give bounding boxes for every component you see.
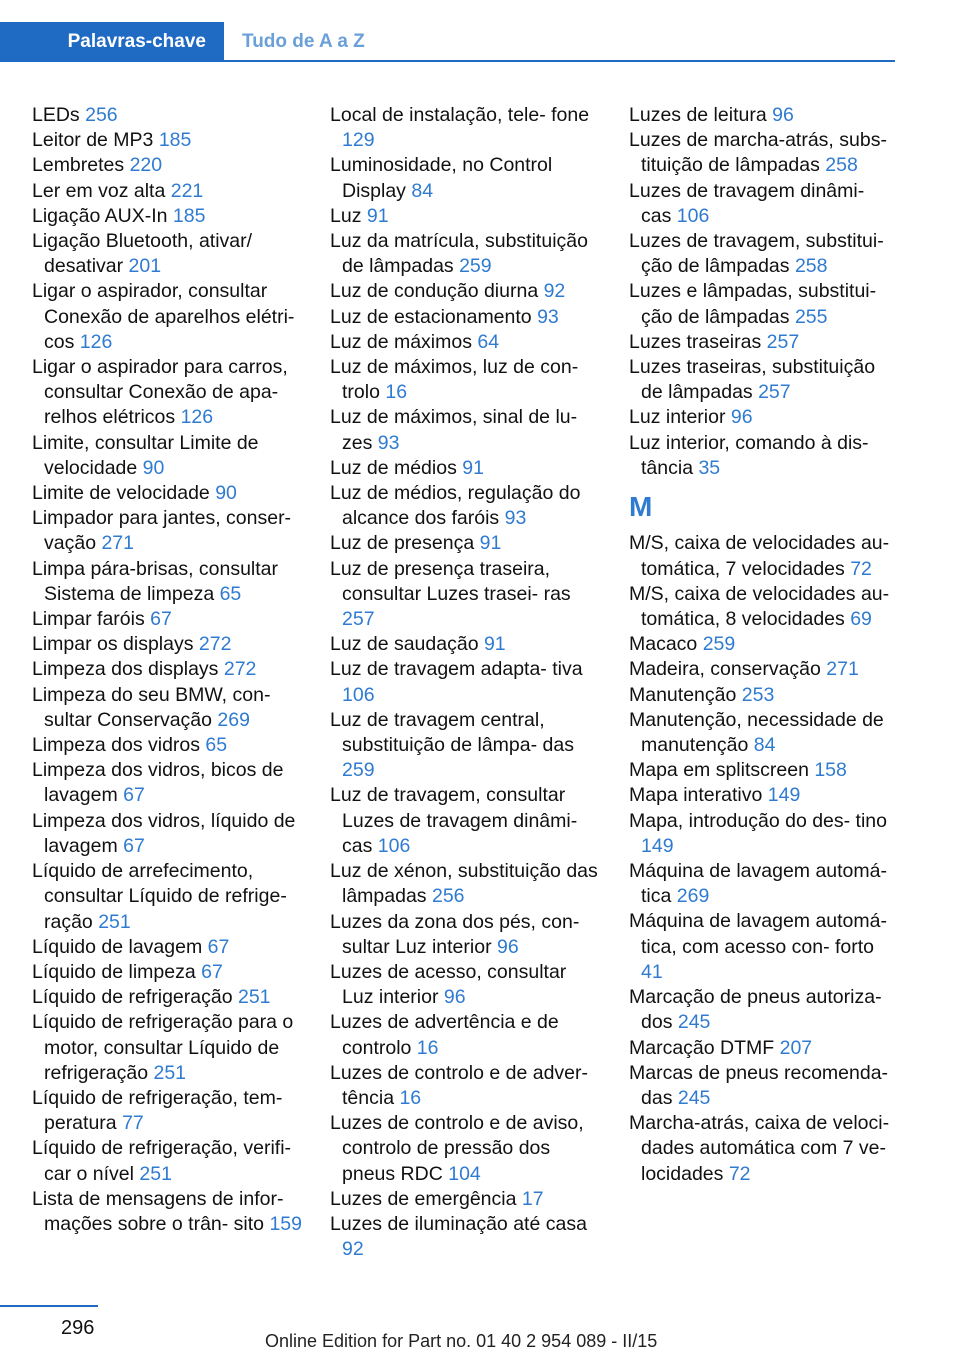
index-page-link[interactable]: 185 <box>158 129 192 152</box>
index-entry-text: Limpeza dos vidros <box>32 734 206 757</box>
index-entry <box>629 683 899 708</box>
index-entry <box>330 783 600 859</box>
index-page-link[interactable]: 207 <box>779 1036 813 1059</box>
index-entry <box>32 985 302 1010</box>
index-page-link[interactable]: 106 <box>342 683 375 706</box>
index-entry <box>330 330 600 355</box>
index-entry <box>32 809 302 859</box>
index-page-link[interactable]: 92 <box>543 280 566 303</box>
index-entry <box>330 557 600 633</box>
index-entry <box>32 179 302 204</box>
index-page-link[interactable]: 272 <box>198 633 232 656</box>
index-page-link[interactable]: 255 <box>794 305 828 328</box>
index-entry <box>32 960 302 985</box>
header-tabbar <box>0 22 895 62</box>
index-page-link[interactable]: 93 <box>504 507 527 530</box>
index-entry-text: Manutenção, necessidade de manutenção <box>629 708 884 757</box>
index-entry <box>32 683 302 733</box>
index-page-link[interactable]: 256 <box>431 885 465 908</box>
index-entry-text: Luzes de emergência <box>330 1187 522 1210</box>
index-page-link[interactable]: 67 <box>150 608 172 631</box>
index-page-link[interactable]: 16 <box>399 1086 422 1109</box>
index-page-link[interactable]: 259 <box>342 759 375 782</box>
index-page-link[interactable]: 159 <box>269 1212 302 1235</box>
index-entry-text: Marcação de pneus autoriza- dos <box>629 986 882 1034</box>
index-entry-text: Ligar o aspirador, consultar Conexão de aparelhos elétri- cos <box>32 280 295 353</box>
index-entry <box>629 909 899 985</box>
index-entry <box>629 405 899 430</box>
index-entry <box>629 708 899 758</box>
index-entry-text: Lista de mensagens de infor- mações sobre o trân- sito <box>32 1187 284 1235</box>
index-page-link[interactable]: 67 <box>123 834 145 857</box>
edition-footer: Online Edition for Part no. 01 40 2 954 089 - II/15 <box>265 1331 658 1351</box>
index-entry <box>32 758 302 808</box>
index-entry <box>330 405 600 455</box>
index-page-link[interactable]: 93 <box>377 431 400 454</box>
index-page-link[interactable]: 220 <box>129 154 163 177</box>
index-entry <box>330 1061 600 1111</box>
index-entry <box>629 809 899 859</box>
index-page-link[interactable]: 251 <box>153 1061 187 1084</box>
index-entry <box>629 355 899 405</box>
index-entry-text: Marcação DTMF <box>629 1036 780 1059</box>
index-entry <box>330 960 600 1010</box>
page-number-rule <box>0 1305 98 1307</box>
index-entry <box>330 103 600 153</box>
index-entry <box>330 153 600 203</box>
index-page-link[interactable]: 251 <box>237 986 271 1009</box>
index-entry <box>32 355 302 431</box>
index-page-link[interactable]: 129 <box>342 129 375 152</box>
index-entry <box>32 1086 302 1136</box>
index-page-link[interactable]: 272 <box>223 658 257 681</box>
index-entry-text: Luzes e lâmpadas, substitui- ção de lâmpadas <box>629 280 877 328</box>
tab-tudo-de-a-a-z[interactable]: Tudo de A a Z <box>242 31 365 52</box>
index-page-link[interactable]: 72 <box>850 557 872 580</box>
index-entry-text: Limpeza dos vidros, líquido de lavagem <box>32 809 296 857</box>
index-entry <box>330 1111 600 1187</box>
index-page-link[interactable]: 96 <box>772 104 794 126</box>
index-entry-text: Luzes traseiras <box>629 330 767 353</box>
index-entry-text: Madeira, conservação <box>629 658 827 681</box>
index-entry-text: Mapa interativo <box>629 784 768 807</box>
index-entry <box>330 657 600 707</box>
index-entry-text: Limite, consultar Limite de velocidade <box>32 431 259 479</box>
index-page-link[interactable]: 126 <box>180 406 214 429</box>
index-entry-text: Luz interior <box>629 406 731 429</box>
index-entry <box>629 431 899 481</box>
index-entry-text: Luzes de travagem, substitui- ção de lâmpadas <box>629 230 884 278</box>
index-entry-text: Luzes de leitura <box>629 104 773 126</box>
index-entry-text: Limpar faróis <box>32 608 151 631</box>
index-entry <box>32 859 302 935</box>
index-entry <box>629 330 899 355</box>
tab-underline <box>224 60 895 62</box>
index-page-link[interactable]: 258 <box>794 255 828 278</box>
index-page-link[interactable]: 258 <box>825 154 858 177</box>
index-entry-text: Manutenção <box>629 683 742 706</box>
index-entry-text: Líquido de limpeza <box>32 960 202 983</box>
index-entry <box>629 783 899 808</box>
index-entry-text: Limpa pára-brisas, consultar Sistema de limpeza <box>32 557 279 605</box>
index-page-link[interactable]: 96 <box>730 406 753 429</box>
index-entry-text: Limpar os displays <box>32 633 199 656</box>
index-entry-text: Luz <box>330 204 367 227</box>
index-entry <box>330 355 600 405</box>
index-entry-text: Luminosidade, no Control Display <box>330 154 553 202</box>
index-page-link[interactable]: 269 <box>217 708 250 731</box>
index-entry <box>629 582 899 632</box>
index-entry <box>330 481 600 531</box>
index-page-link[interactable]: 271 <box>101 532 134 555</box>
index-entry-text: LEDs <box>32 104 86 126</box>
index-column-2 <box>330 103 600 1262</box>
index-entry-text: Local de instalação, tele- fone <box>330 104 590 126</box>
index-page-link[interactable]: 271 <box>826 658 859 681</box>
index-page-link[interactable]: 245 <box>677 1011 711 1034</box>
index-entry-text: Luz de travagem central, substituição de lâmpa- das <box>330 708 574 757</box>
index-page-link[interactable]: 67 <box>123 784 145 807</box>
index-entry-text: Mapa, introdução do des- tino <box>629 809 887 832</box>
index-entry-text: Luz de médios, regulação do alcance dos faróis <box>330 482 581 530</box>
index-entry-text: Luzes de marcha-atrás, subs- tituição de lâmpadas <box>629 129 887 177</box>
index-entry <box>629 1111 899 1187</box>
index-entry-text: Ler em voz alta <box>32 179 171 202</box>
index-entry <box>629 758 899 783</box>
index-page-link[interactable]: 77 <box>122 1112 144 1135</box>
index-entry-text: Luzes de advertência e de controlo <box>330 1011 559 1059</box>
index-page-link[interactable]: 67 <box>207 935 230 958</box>
index-entry-text: Luz de condução diurna <box>330 280 544 303</box>
index-entry <box>330 229 600 279</box>
index-page-link[interactable]: 84 <box>411 179 434 202</box>
index-entry-text: Luzes traseiras, substituição de lâmpadas <box>629 356 876 404</box>
index-page-link[interactable]: 96 <box>496 935 519 958</box>
index-entry-text: Luz de presença traseira, consultar Luzes trasei- ras <box>330 557 571 605</box>
index-entry <box>330 305 600 330</box>
index-entry <box>32 103 302 128</box>
index-entry <box>330 859 600 909</box>
index-entry-text: Luzes da zona dos pés, con- sultar Luz interior <box>330 910 580 958</box>
index-entry-text: Líquido de arrefecimento, consultar Líquido de refrige- ração <box>32 860 287 933</box>
index-page-link[interactable]: 221 <box>170 179 204 202</box>
index-entry <box>32 204 302 229</box>
index-page-link[interactable]: 257 <box>342 608 375 631</box>
index-page-link[interactable]: 149 <box>767 784 801 807</box>
index-entry-text: Marcha-atrás, caixa de veloci- dades automática com 7 ve- locidades <box>629 1112 890 1185</box>
index-entry <box>330 1010 600 1060</box>
index-page-link[interactable]: 65 <box>205 734 228 757</box>
index-entry <box>330 910 600 960</box>
index-entry-text: Luz de estacionamento <box>330 305 538 328</box>
index-column-3 <box>629 103 899 1187</box>
index-page-link[interactable]: 16 <box>385 381 408 404</box>
index-page-link[interactable]: 69 <box>850 608 872 631</box>
index-entry-text: Luz de máximos, luz de con- trolo <box>330 356 579 404</box>
index-entry <box>330 279 600 304</box>
index-entry <box>629 179 899 229</box>
index-entry <box>32 1187 302 1237</box>
section-letter: M <box>629 490 653 522</box>
index-entry-text: Ligação AUX-In <box>32 204 173 227</box>
index-entry-text: Luzes de acesso, consultar Luz interior <box>330 960 567 1009</box>
index-entry-text: M/S, caixa de velocidades au- tomática, 7 velocidades <box>629 532 890 580</box>
index-entry-text: Limpeza dos displays <box>32 658 224 681</box>
index-entry-text: Líquido de lavagem <box>32 935 208 958</box>
index-page-link[interactable]: 259 <box>459 255 492 278</box>
index-page-link[interactable]: 91 <box>479 532 502 555</box>
index-page-link[interactable]: 245 <box>677 1086 711 1109</box>
index-entry-text: Leitor de MP3 <box>32 129 159 152</box>
index-page-link[interactable]: 17 <box>521 1187 544 1210</box>
index-entry-text: Luz de travagem adapta- tiva <box>330 658 583 681</box>
index-entry-text: Luz de máximos <box>330 330 478 353</box>
index-page-link[interactable]: 91 <box>483 633 506 656</box>
index-page-link[interactable]: 251 <box>139 1162 172 1185</box>
index-entry <box>32 1136 302 1186</box>
index-entry-text: Ligação Bluetooth, ativar/ desativar <box>32 230 253 278</box>
index-entry <box>32 657 302 682</box>
index-entry <box>32 557 302 607</box>
index-page-link[interactable]: 91 <box>366 204 389 227</box>
index-entry-text: Líquido de refrigeração, tem- peratura <box>32 1086 283 1135</box>
index-page-link[interactable]: 92 <box>342 1238 364 1261</box>
index-entry-text: Limpeza dos vidros, bicos de lavagem <box>32 759 284 807</box>
index-entry-text: Luzes de travagem dinâmi- cas <box>629 179 865 227</box>
index-page-link[interactable]: 90 <box>142 456 165 479</box>
index-entry-text: M/S, caixa de velocidades au- tomática, 8 velocidades <box>629 582 890 631</box>
index-entry-text: Limpador para jantes, conser- vação <box>32 507 292 555</box>
index-page-link[interactable]: 91 <box>462 456 484 479</box>
index-entry-text: Líquido de refrigeração <box>32 986 238 1009</box>
index-entry <box>629 1036 899 1061</box>
index-entry <box>32 229 302 279</box>
index-page-link[interactable]: 106 <box>377 834 411 857</box>
index-entry-text: Luz interior, comando à dis- tância <box>629 431 869 479</box>
index-page-link[interactable]: 149 <box>641 834 674 857</box>
index-entry-text: Líquido de refrigeração para o motor, consultar Líquido de refrigeração <box>32 1011 294 1084</box>
index-page-link[interactable]: 67 <box>201 960 223 983</box>
index-entry-text: Luz de máximos, sinal de lu- zes <box>330 406 578 454</box>
index-page-link[interactable]: 104 <box>448 1162 481 1185</box>
index-page-link[interactable]: 41 <box>641 960 663 983</box>
index-entry <box>330 632 600 657</box>
index-entry <box>629 531 899 581</box>
index-entry <box>629 279 899 329</box>
index-page-link[interactable]: 256 <box>85 104 118 126</box>
index-page-link[interactable]: 35 <box>698 456 721 479</box>
index-entry <box>32 1010 302 1086</box>
index-entry-text: Luz de xénon, substituição das lâmpadas <box>330 860 598 908</box>
index-entry <box>629 859 899 909</box>
index-entry <box>330 1187 600 1212</box>
index-entry <box>629 632 899 657</box>
index-entry <box>629 103 899 128</box>
index-entry-text: Luz de médios <box>330 456 463 479</box>
index-entry <box>32 607 302 632</box>
index-entry-text: Lembretes <box>32 154 130 177</box>
page-number: 296 <box>61 1317 95 1339</box>
index-entry <box>32 733 302 758</box>
index-entry-text: Marcas de pneus recomenda- das <box>629 1061 889 1109</box>
index-entry-text: Luz da matrícula, substituição de lâmpadas <box>330 230 588 278</box>
index-page-link[interactable]: 93 <box>537 305 559 328</box>
index-entry <box>629 128 899 178</box>
index-entry <box>32 506 302 556</box>
index-page-link[interactable]: 84 <box>753 734 776 757</box>
index-entry-text: Luzes de controlo e de adver- tência <box>330 1061 588 1109</box>
index-entry <box>32 935 302 960</box>
index-page-link[interactable]: 126 <box>79 330 113 353</box>
index-entry <box>32 632 302 657</box>
index-column-1 <box>32 103 302 1237</box>
index-entry-text: Ligar o aspirador para carros, consultar Conexão de apa- relhos elétricos <box>32 356 288 429</box>
index-entry <box>629 985 899 1035</box>
index-entry-text: Mapa em splitscreen <box>629 759 815 782</box>
tab-palavras-chave[interactable]: Palavras-chave <box>0 22 224 62</box>
index-page-link[interactable]: 257 <box>758 381 791 404</box>
index-entry-text: Máquina de lavagem automá- tica, com acesso con- forto <box>629 910 887 958</box>
index-entry-text: Luz de saudação <box>330 633 484 656</box>
index-entry <box>629 657 899 682</box>
index-page-link[interactable]: 96 <box>443 986 466 1009</box>
index-page-link[interactable]: 72 <box>728 1162 751 1185</box>
index-page-link[interactable]: 259 <box>702 633 736 656</box>
index-page-link[interactable]: 64 <box>477 330 500 353</box>
index-page-link[interactable]: 158 <box>814 759 847 782</box>
index-page-link[interactable]: 65 <box>219 582 242 605</box>
index-entry-text: Luzes de iluminação até casa <box>330 1212 587 1235</box>
index-entry <box>32 279 302 355</box>
index-entry <box>32 153 302 178</box>
index-entry <box>32 481 302 506</box>
index-page-link[interactable]: 253 <box>741 683 775 706</box>
index-entry-text: Macaco <box>629 633 703 656</box>
index-entry-text: Líquido de refrigeração, verifi- car o nível <box>32 1137 292 1185</box>
index-page-link[interactable]: 16 <box>416 1036 439 1059</box>
index-page-link[interactable]: 106 <box>676 204 710 227</box>
index-entry-text: Limpeza do seu BMW, con- sultar Conservação <box>32 683 271 731</box>
index-entry <box>330 456 600 481</box>
index-page-link[interactable]: 269 <box>676 885 710 908</box>
index-entry <box>330 1212 600 1262</box>
index-page-link[interactable]: 257 <box>766 330 800 353</box>
index-entry <box>330 708 600 784</box>
index-page-link[interactable]: 201 <box>128 255 162 278</box>
index-entry <box>32 128 302 153</box>
index-entry-text: Luz de travagem, consultar Luzes de travagem dinâmi- cas <box>330 784 578 857</box>
index-entry-text: Limite de velocidade <box>32 482 216 505</box>
index-page-link[interactable]: 251 <box>98 910 131 933</box>
index-entry <box>629 1061 899 1111</box>
index-entry <box>330 204 600 229</box>
index-entry-text: Máquina de lavagem automá- tica <box>629 860 887 908</box>
index-entry <box>629 229 899 279</box>
index-page-link[interactable]: 185 <box>172 204 206 227</box>
index-entry-text: Luzes de controlo e de aviso, controlo de pressão dos pneus RDC <box>330 1112 584 1185</box>
index-entry <box>330 531 600 556</box>
index-page-link[interactable]: 90 <box>215 482 237 505</box>
index-entry-text: Luz de presença <box>330 532 480 555</box>
index-entry <box>32 431 302 481</box>
